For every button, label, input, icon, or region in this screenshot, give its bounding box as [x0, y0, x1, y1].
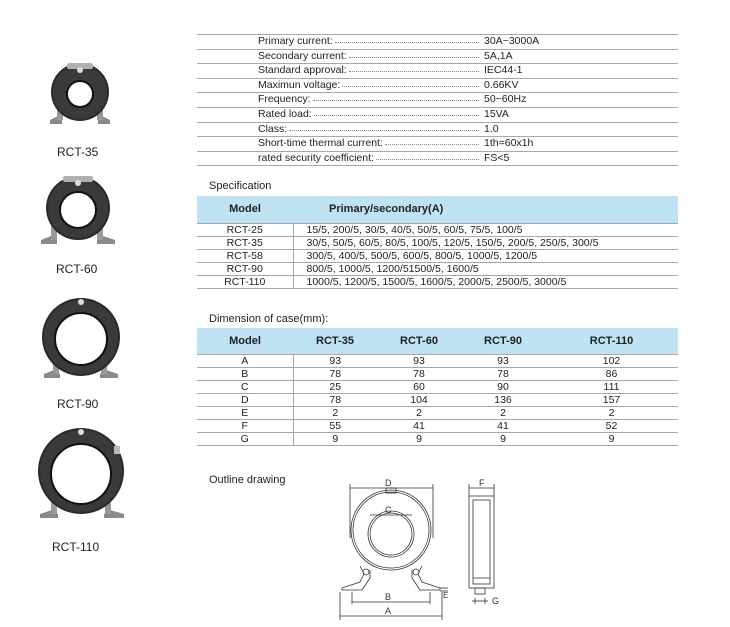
dimension-value-cell: 9 — [461, 432, 545, 445]
spec-value: IEC44-1 — [484, 64, 523, 77]
dimension-value-cell: 52 — [545, 419, 678, 432]
dimension-label-cell: F — [197, 419, 293, 432]
outline-label-f: F — [479, 478, 485, 488]
spec-value: 1.0 — [484, 122, 499, 135]
dimension-value-cell: 2 — [377, 406, 461, 419]
dimension-label-cell: B — [197, 367, 293, 380]
spec-leader — [385, 144, 479, 145]
dimension-value-cell: 157 — [545, 393, 678, 406]
dimension-value-cell: 102 — [545, 354, 678, 367]
product-photo-rct-90 — [36, 294, 126, 384]
outline-label-c: C — [385, 505, 392, 515]
spec-leader — [342, 86, 479, 87]
table-row — [197, 393, 678, 406]
product-photo-rct-60 — [33, 170, 123, 250]
spec-name: Rated load: — [258, 107, 312, 120]
outline-label-d: D — [385, 478, 392, 488]
ratio-cell: 1000/5, 1200/5, 1500/5, 1600/5, 2000/5, 2500/5, 3000/5 — [293, 275, 678, 288]
spec-leader — [313, 100, 479, 101]
dimension-value-cell: 9 — [377, 432, 461, 445]
table-row — [197, 275, 678, 288]
dimension-label-cell: A — [197, 354, 293, 367]
spec-row — [197, 34, 678, 49]
outline-label-g: G — [492, 596, 500, 606]
spec-value: FS<5 — [484, 151, 510, 164]
spec-name: Standard approval: — [258, 64, 347, 77]
table-header: RCT-60 — [377, 328, 461, 354]
dimension-value-cell: 78 — [461, 367, 545, 380]
spec-leader — [376, 159, 479, 160]
outline-label-a: A — [385, 606, 392, 616]
table-row — [197, 406, 678, 419]
dimension-table — [197, 328, 678, 446]
dimension-value-cell: 41 — [461, 419, 545, 432]
dimension-value-cell: 60 — [377, 380, 461, 393]
product-label: RCT-60 — [56, 262, 98, 276]
ratio-cell: 30/5, 50/5, 60/5, 80/5, 100/5, 120/5, 150/5, 200/5, 250/5, 300/5 — [293, 236, 678, 249]
dimension-value-cell: 41 — [377, 419, 461, 432]
dimension-value-cell: 86 — [545, 367, 678, 380]
dimension-label-cell: D — [197, 393, 293, 406]
spec-value: 50~60Hz — [484, 93, 527, 106]
product-label: RCT-110 — [52, 540, 100, 554]
table-row — [197, 249, 678, 262]
spec-leader — [289, 130, 479, 131]
table-row — [197, 236, 678, 249]
spec-leader — [335, 42, 479, 43]
spec-name: Frequency: — [258, 93, 311, 106]
spec-leader — [349, 71, 479, 72]
table-row — [197, 223, 678, 236]
dimension-value-cell: 2 — [545, 406, 678, 419]
table-row — [197, 432, 678, 445]
table-row — [197, 354, 678, 367]
spec-row — [197, 151, 678, 167]
spec-row — [197, 136, 678, 151]
spec-name: Primary current: — [258, 35, 333, 47]
table-row — [197, 367, 678, 380]
dimension-value-cell: 9 — [545, 432, 678, 445]
table-header: RCT-35 — [293, 328, 377, 354]
model-cell: RCT-25 — [197, 223, 293, 236]
dimension-value-cell: 25 — [293, 380, 377, 393]
product-label: RCT-90 — [57, 397, 99, 411]
table-header: Model — [197, 196, 293, 223]
dimension-value-cell: 136 — [461, 393, 545, 406]
ratio-cell: 15/5, 200/5, 30/5, 40/5, 50/5, 60/5, 75/5, 100/5 — [293, 223, 678, 236]
spec-name: Maximun voltage: — [258, 78, 341, 91]
dimension-title: Dimension of case(mm): — [209, 313, 329, 325]
product-photo-rct-110 — [32, 424, 132, 524]
spec-value: 1th=60x1h — [484, 137, 534, 150]
spec-name: Secondary current: — [258, 49, 347, 62]
model-cell: RCT-90 — [197, 262, 293, 275]
spec-row — [197, 63, 678, 78]
ratio-cell: 800/5, 1000/5, 1200/51500/5, 1600/5 — [293, 262, 678, 275]
dimension-value-cell: 93 — [377, 354, 461, 367]
dimension-value-cell: 78 — [293, 367, 377, 380]
dimension-value-cell: 2 — [293, 406, 377, 419]
spec-value: 15VA — [484, 107, 509, 120]
outline-label-e: E — [443, 591, 449, 600]
dimension-value-cell: 55 — [293, 419, 377, 432]
specification-title: Specification — [209, 180, 272, 192]
spec-row — [197, 49, 678, 64]
table-row — [197, 419, 678, 432]
dimension-value-cell: 111 — [545, 380, 678, 393]
dimension-value-cell: 78 — [293, 393, 377, 406]
dimension-value-cell: 93 — [293, 354, 377, 367]
table-row — [197, 262, 678, 275]
dimension-value-cell: 90 — [461, 380, 545, 393]
spec-row — [197, 92, 678, 107]
table-row — [197, 380, 678, 393]
outline-drawing-side — [460, 478, 510, 608]
model-cell: RCT-110 — [197, 275, 293, 288]
spec-row — [197, 78, 678, 93]
dimension-value-cell: 78 — [377, 367, 461, 380]
dimension-value-cell: 2 — [461, 406, 545, 419]
outline-drawing-front — [330, 478, 450, 620]
spec-row — [197, 107, 678, 122]
model-cell: RCT-35 — [197, 236, 293, 249]
table-header: Primary/secondary(A) — [293, 196, 678, 223]
product-label: RCT-35 — [57, 145, 99, 159]
spec-value: 5A,1A — [484, 49, 513, 62]
spec-value: 30A~3000A — [484, 35, 540, 47]
dimension-label-cell: G — [197, 432, 293, 445]
spec-leader — [314, 115, 479, 116]
model-cell: RCT-58 — [197, 249, 293, 262]
spec-value: 0.66KV — [484, 78, 519, 91]
dimension-label-cell: E — [197, 406, 293, 419]
table-header: RCT-110 — [545, 328, 678, 354]
table-header: Model — [197, 328, 293, 354]
outline-label-b: B — [385, 592, 392, 602]
spec-row — [197, 122, 678, 137]
dimension-value-cell: 104 — [377, 393, 461, 406]
spec-leader — [349, 57, 479, 58]
spec-name: rated security coefficient: — [258, 151, 374, 164]
specification-table — [197, 196, 678, 289]
outline-title: Outline drawing — [209, 474, 286, 486]
dimension-value-cell: 9 — [293, 432, 377, 445]
ratio-cell: 300/5, 400/5, 500/5, 600/5, 800/5, 1000/5, 1200/5 — [293, 249, 678, 262]
dimension-value-cell: 93 — [461, 354, 545, 367]
spec-name: Class: — [258, 122, 288, 135]
product-photo-rct-35 — [40, 58, 120, 130]
table-header: RCT-90 — [461, 328, 545, 354]
dimension-label-cell: C — [197, 380, 293, 393]
spec-name: Short-time thermal current: — [258, 137, 383, 150]
spec-list — [197, 34, 678, 166]
